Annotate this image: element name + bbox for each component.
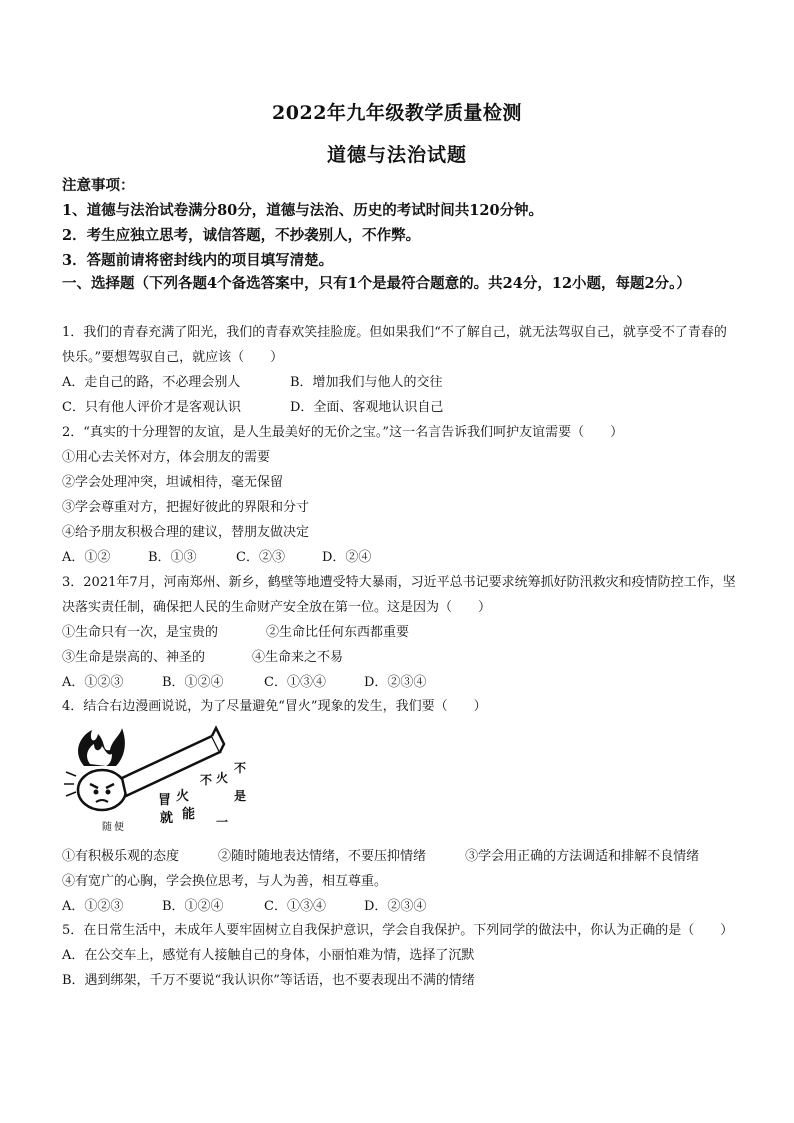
option-b: B．①③ [148,550,197,565]
statement-1: ①有积极乐观的态度 [62,849,180,864]
option-b: B．①②④ [162,899,224,914]
question-stem: 2．“真实的十分理智的友谊，是人生最美好的无价之宝。”这一名言告诉我们呵护友谊需要（ ） [62,425,624,440]
option-row [62,545,738,570]
option-a: A．在公交车上，感觉有人接触自己的身体，小丽怕难为情，选择了沉默 [62,948,475,963]
cartoon-text: 不 [234,761,247,775]
motion-lines [64,772,76,796]
question-5 [62,918,738,993]
statement-4: ④给予朋友积极合理的建议，替朋友做决定 [62,525,310,540]
option-c: C．①③④ [264,899,326,914]
option-d: D．②③④ [364,675,427,690]
cartoon-text: 不 [200,773,213,787]
eye [106,790,111,795]
notice-item: 2．考生应独立思考，诚信答题，不抄袭别人，不作弊。 [62,227,421,244]
question-4-body [62,844,738,919]
option-a: A．①②③ [62,675,124,690]
statement-block [62,844,738,894]
statement-1: ①用心去关怀对方，体会朋友的需要 [62,450,271,465]
notice-item: 1、道德与法治试卷满分80分，道德与法治、历史的考试时间共120分钟。 [62,202,544,219]
statement-2: ②生命比任何东西都重要 [266,625,410,640]
cartoon-text: 就 [160,811,174,826]
cartoon-text: 随 [102,822,112,833]
statement-4: ④生命来之不易 [252,650,344,665]
option-a: A．①② [62,550,111,565]
question-stem: 4．结合右边漫画说说，为了尽量避免“冒火”现象的发生，我们要（ ） [62,699,487,714]
statement-2: ②随时随地表达情绪，不要压抑情绪 [218,849,427,864]
statement-3: ③学会用正确的方法调适和排解不良情绪 [465,849,700,864]
exam-title: 2022年九年级教学质量检测 [272,102,522,124]
cartoon-text: 一 [216,815,229,829]
statement-3: ③生命是崇高的、神圣的 [62,650,206,665]
question-3 [62,570,738,695]
option-row [62,395,738,420]
statement-3: ③学会尊重对方，把握好彼此的界限和分寸 [62,500,310,515]
notice-heading: 注意事项： [62,177,135,194]
option-d: D．②③④ [364,899,427,914]
section-title: 一、选择题（下列各题4个备选答案中，只有1个是最符合题意的。共24分，12小题，每题2分。） [62,275,691,292]
statement-row [62,620,738,645]
cartoon-text: 能 [182,807,196,822]
eye [94,790,99,795]
option-b: B．①②④ [162,675,224,690]
question-stem: 1．我们的青春充满了阳光，我们的青春欢笑挂脸庞。但如果我们“不了解自己，就无法驾驭自己，就享受不了青春的快乐。”要想驾驭自己，就应该（ ） [62,325,727,365]
option-row [62,670,738,695]
question-stem: 5．在日常生活中，未成年人要牢固树立自我保护意识，学会自我保护。下列同学的做法中，你认为正确的是（ ） [62,923,734,938]
question-4 [62,694,738,719]
notice-block [62,173,742,273]
statement-4: ④有宽广的心胸，学会换位思考，与人为善，相互尊重。 [62,874,388,889]
cartoon-text: 是 [234,789,247,803]
match-cartoon-image [62,722,262,834]
option-d: D．全面、客观地认识自己 [290,400,444,415]
question-stem: 3．2021年7月，河南郑州、新乡，鹤壁等地遭受特大暴雨，习近平总书记要求统筹抓好防汛救灾和疫情防控工作，坚决落实责任制，确保把人民的生命财产安全放在第一位。这是因为（ ） [62,575,736,615]
option-c: C．只有他人评价才是客观认识 [62,400,241,415]
option-a: A．走自己的路，不必理会别人 [62,375,241,390]
cartoon-text: 火 [216,771,229,785]
option-c: C．①③④ [264,675,326,690]
cartoon-text: 火 [176,789,190,804]
cartoon-text: 冒 [158,793,172,808]
option-b: B．遇到绑架，千万不要说“我认识你”等话语，也不要表现出不满的情绪 [62,973,475,988]
exam-subtitle: 道德与法治试题 [326,144,467,166]
option-row [62,894,738,919]
notice-item: 3．答题前请将密封线内的项目填写清楚。 [62,252,334,269]
option-row [62,370,738,395]
statement-2: ②学会处理冲突，坦诚相待，毫无保留 [62,475,284,490]
match-head [78,770,126,810]
question-2 [62,420,738,570]
match-stick [122,736,220,796]
question-1 [62,320,738,420]
option-d: D．②④ [322,550,372,565]
option-c: C．②③ [236,550,285,565]
option-a: A．①②③ [62,899,124,914]
option-b: B．增加我们与他人的交往 [290,375,443,390]
cartoon-text: 便 [114,822,124,833]
statement-1: ①生命只有一次，是宝贵的 [62,625,219,640]
statement-row [62,645,738,670]
